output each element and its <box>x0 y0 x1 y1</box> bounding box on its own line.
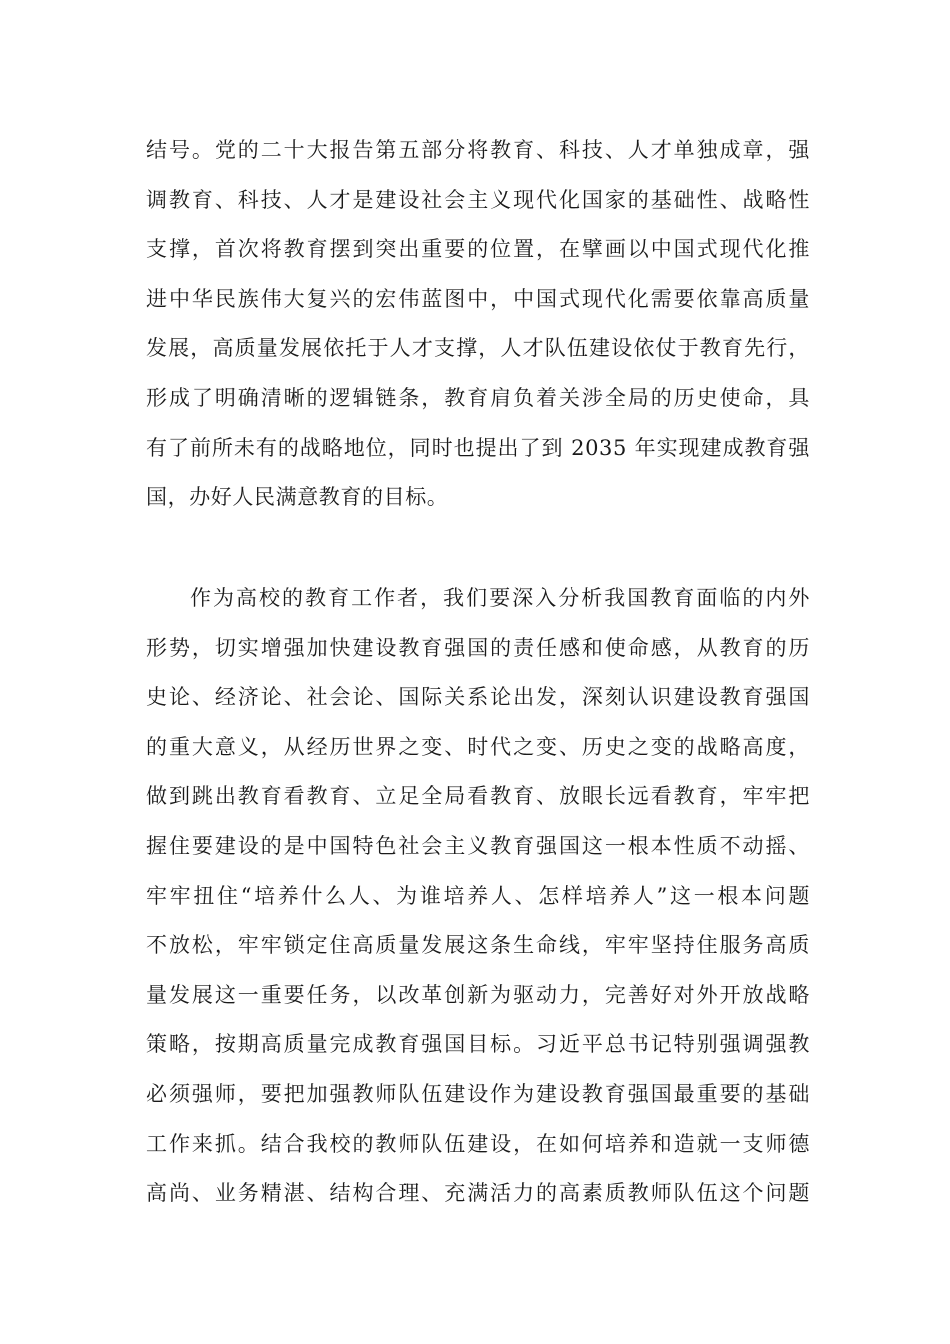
text-line: 支撑，首次将教育摆到突出重要的位置，在擘画以中国式现代化推 <box>146 237 810 262</box>
text-line: 策略，按期高质量完成教育强国目标。习近平总书记特别强调强教 <box>146 1032 810 1057</box>
paragraph-2 <box>146 574 810 1219</box>
text-line: 牢牢扭住“培养什么人、为谁培养人、怎样培养人”这一根本问题 <box>146 883 810 908</box>
text-line: 发展，高质量发展依托于人才支撑，人才队伍建设依仗于教育先行， <box>146 336 810 361</box>
paragraph-1 <box>146 126 810 523</box>
text-line: 调教育、科技、人才是建设社会主义现代化国家的基础性、战略性 <box>146 187 810 212</box>
text-line: 不放松，牢牢锁定住高质量发展这条生命线，牢牢坚持住服务高质 <box>146 933 810 958</box>
text-line: 做到跳出教育看教育、立足全局看教育、放眼长远看教育，牢牢把 <box>146 784 810 809</box>
text-line: 国，办好人民满意教育的目标。 <box>146 485 449 510</box>
text-line: 握住要建设的是中国特色社会主义教育强国这一根本性质不动摇、 <box>146 833 810 858</box>
text-line: 的重大意义，从经历世界之变、时代之变、历史之变的战略高度， <box>146 734 810 759</box>
text-line: 必须强师，要把加强教师队伍建设作为建设教育强国最重要的基础 <box>146 1081 810 1106</box>
text-line: 进中华民族伟大复兴的宏伟蓝图中，中国式现代化需要依靠高质量 <box>146 286 810 311</box>
text-line: 形成了明确清晰的逻辑链条，教育肩负着关涉全局的历史使命，具 <box>146 385 810 410</box>
text-line: 结号。党的二十大报告第五部分将教育、科技、人才单独成章，强 <box>146 138 810 162</box>
text-line: 工作来抓。结合我校的教师队伍建设，在如何培养和造就一支师德 <box>146 1131 810 1156</box>
text-line: 形势，切实增强加快建设教育强国的责任感和使命感，从教育的历 <box>146 635 810 660</box>
text-line: 作为高校的教育工作者，我们要深入分析我国教育面临的内外 <box>190 586 810 610</box>
text-line: 史论、经济论、社会论、国际关系论出发，深刻认识建设教育强国 <box>146 685 810 710</box>
text-line: 高尚、业务精湛、结构合理、充满活力的高素质教师队伍这个问题 <box>146 1181 810 1206</box>
text-line: 有了前所未有的战略地位，同时也提出了到 2035 年实现建成教育强 <box>146 435 810 460</box>
text-line: 量发展这一重要任务，以改革创新为驱动力，完善好对外开放战略 <box>146 982 810 1007</box>
